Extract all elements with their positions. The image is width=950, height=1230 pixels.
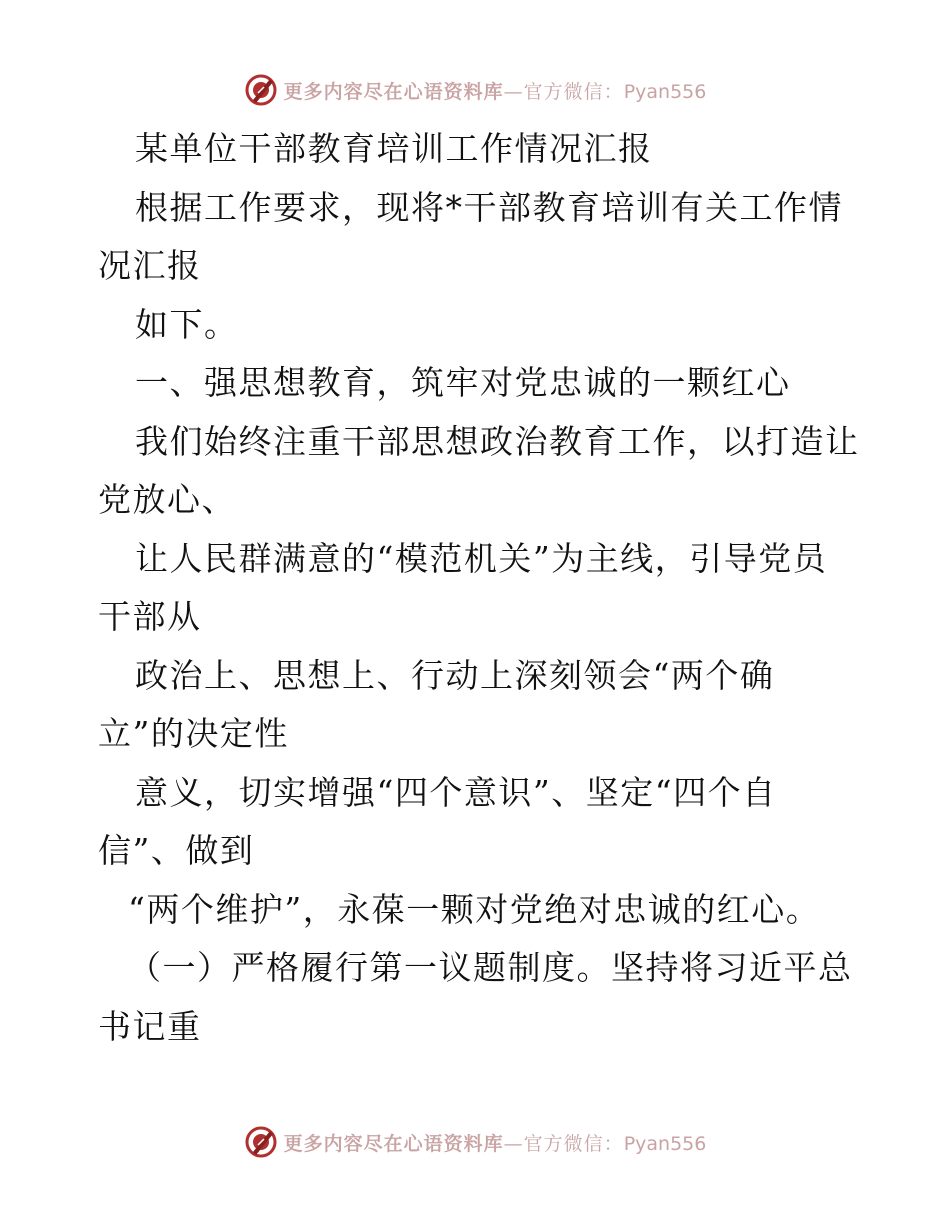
watermark-official-label: 官方微信： — [523, 80, 624, 103]
watermark-official-label: 官方微信： — [523, 1132, 624, 1155]
paragraph-line: 意义，切实增强“四个意识”、坚定“四个自 — [135, 772, 777, 812]
watermark-dash: — — [503, 1132, 524, 1155]
paragraph-line: 信”、做到 — [98, 831, 255, 870]
paragraph-line: 让人民群满意的“模范机关”为主线，引导党员 — [135, 538, 828, 578]
watermark-wechat-id: Pyan556 — [623, 1132, 707, 1155]
paragraph-line: 我们始终注重干部思想政治教育工作，以打造让 — [135, 421, 860, 461]
paragraph-line: 干部从 — [98, 597, 202, 636]
paragraph-line: 况汇报 — [98, 246, 202, 285]
section-heading: 一、强思想教育，筑牢对党忠诚的一颗红心 — [135, 363, 791, 402]
paragraph-line: 立”的决定性 — [98, 714, 289, 753]
paragraph-line: 根据工作要求，现将*干部教育培训有关工作情 — [135, 187, 843, 227]
watermark-wechat-id: Pyan556 — [623, 80, 707, 103]
header-watermark — [0, 70, 950, 110]
watermark-library-text: 更多内容尽在心语资料库 — [283, 80, 504, 103]
paragraph-line: 书记重 — [98, 1006, 202, 1046]
paragraph-line: 政治上、思想上、行动上深刻领会“两个确 — [135, 655, 775, 695]
quill-pen-seal-icon — [244, 73, 278, 107]
watermark-dash: — — [503, 80, 524, 103]
footer-watermark — [0, 1122, 950, 1162]
watermark-library-text: 更多内容尽在心语资料库 — [283, 1132, 504, 1155]
document-body — [98, 120, 858, 1056]
subsection-heading: （一）严格履行第一议题制度。坚持将习近平总 — [128, 948, 853, 987]
quill-pen-seal-icon — [244, 1125, 278, 1159]
document-title: 某单位干部教育培训工作情况汇报 — [135, 129, 653, 168]
paragraph-line: “两个维护”，永葆一颗对党绝对忠诚的红心。 — [128, 889, 821, 929]
paragraph-line: 如下。 — [135, 304, 239, 344]
paragraph-line: 党放心、 — [98, 480, 236, 519]
